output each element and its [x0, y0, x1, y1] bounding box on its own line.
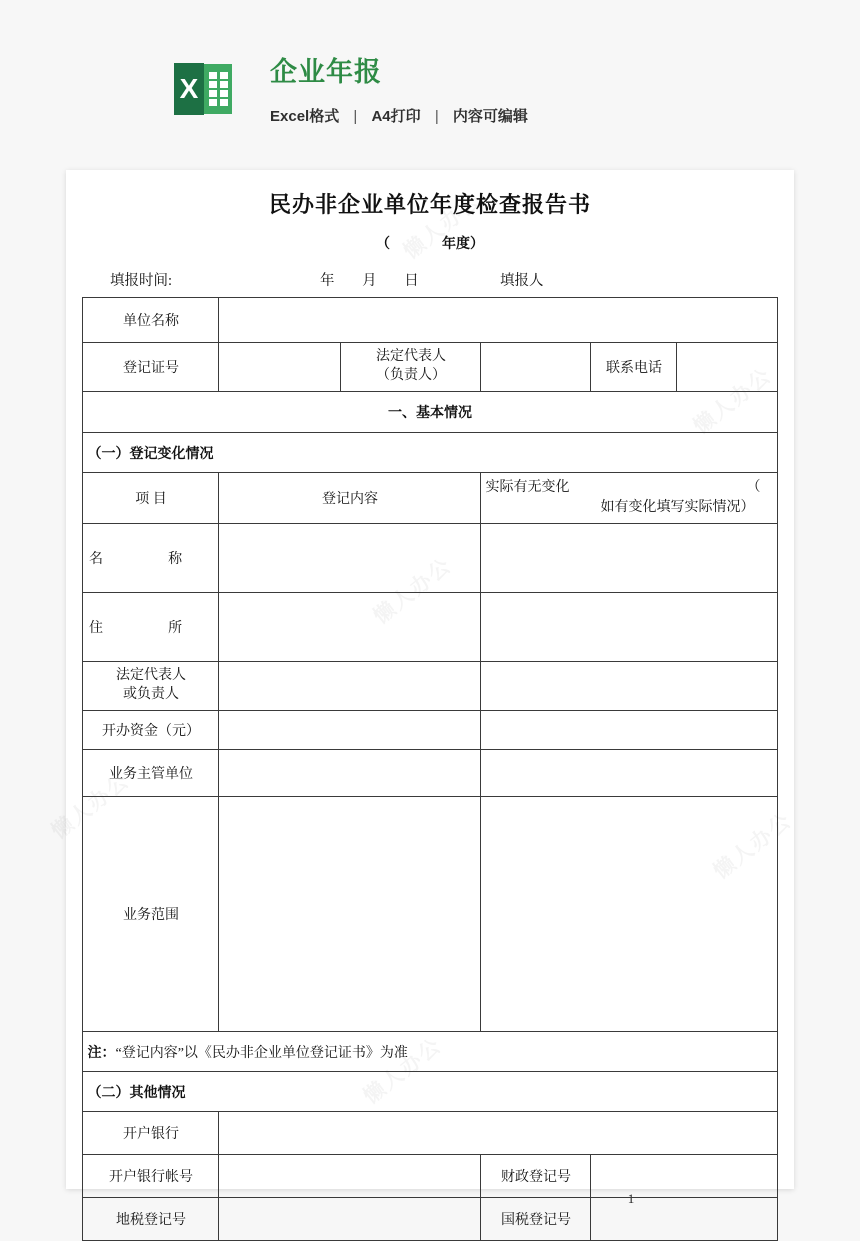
reporter-label: 填报人 — [500, 273, 544, 289]
bank-account-input[interactable] — [219, 1155, 481, 1198]
national-tax-input[interactable] — [591, 1198, 777, 1241]
row-label-legal-rep-line2: 或负责人 — [122, 687, 179, 702]
year-label: 年度） — [442, 235, 484, 251]
row-actual-address[interactable] — [481, 593, 777, 662]
national-tax-label: 国税登记号 — [481, 1198, 591, 1241]
unit-name-label: 单位名称 — [83, 298, 219, 343]
legal-rep-label-line2: （负责人） — [375, 368, 446, 383]
banner-features — [270, 105, 528, 126]
table-row-address — [83, 593, 777, 662]
bank-label: 开户银行 — [83, 1112, 219, 1155]
year-paren-open: （ — [376, 235, 390, 251]
grid-cell — [209, 81, 217, 88]
row-actual-name[interactable] — [481, 524, 777, 593]
feature-format: Excel格式 — [270, 108, 340, 125]
phone-label: 联系电话 — [591, 343, 677, 392]
page-title: 民办非企业单位年度检查报告书 — [268, 192, 591, 217]
table-row-legal-rep — [83, 662, 777, 711]
note-text: “登记内容”以《民办非企业单位登记证书》为准 — [115, 1045, 408, 1061]
document-sheet — [66, 170, 794, 1228]
feature-print: A4打印 — [371, 108, 421, 125]
table-row-bank — [83, 1112, 777, 1155]
table-row-unit-name — [83, 298, 777, 343]
banner-text-block — [270, 57, 528, 126]
local-tax-label: 地税登记号 — [83, 1198, 219, 1241]
finance-reg-input[interactable] — [591, 1155, 777, 1198]
note-prefix: 注： — [87, 1045, 116, 1061]
excel-icon-grid — [209, 72, 228, 106]
document-body — [66, 188, 794, 1241]
table-row-name — [83, 524, 777, 593]
unit-name-input[interactable] — [219, 298, 777, 343]
grid-cell — [220, 81, 228, 88]
table-row-section-one — [83, 392, 777, 433]
table-row-note — [83, 1032, 777, 1072]
row-label-legal-rep — [83, 662, 219, 711]
row-label-address: 住 所 — [83, 593, 219, 662]
bank-account-label: 开户银行帐号 — [83, 1155, 219, 1198]
table-row-business-scope — [83, 797, 777, 1032]
subsection-one-heading: （一）登记变化情况 — [83, 433, 777, 473]
section-one-heading: 一、基本情况 — [83, 392, 777, 433]
col-header-actual-change — [481, 473, 777, 524]
feature-editable: 内容可编辑 — [452, 108, 528, 125]
legal-rep-label — [341, 343, 481, 392]
grid-cell — [220, 72, 228, 79]
grid-cell — [220, 99, 228, 106]
annual-inspection-form — [82, 297, 777, 1241]
legal-rep-input[interactable] — [481, 343, 591, 392]
phone-input[interactable] — [677, 343, 777, 392]
table-row-subsection-two — [83, 1072, 777, 1112]
document-year-line — [80, 233, 780, 253]
feature-separator: | — [434, 108, 439, 125]
row-label-supervisor-unit: 业务主管单位 — [83, 750, 219, 797]
bank-input[interactable] — [219, 1112, 777, 1155]
row-actual-startup-fund[interactable] — [481, 711, 777, 750]
year-month-day-label: 年 月 日 — [320, 273, 431, 289]
col-header-actual-line2: 如有变化填写实际情况） — [600, 500, 755, 515]
col-header-registered: 登记内容 — [219, 473, 481, 524]
reg-cert-label: 登记证号 — [83, 343, 219, 392]
row-label-startup-fund: 开办资金（元） — [83, 711, 219, 750]
finance-reg-label: 财政登记号 — [481, 1155, 591, 1198]
table-row-change-header — [83, 473, 777, 524]
page-banner — [0, 0, 860, 170]
report-meta-line — [80, 269, 780, 289]
banner-title: 企业年报 — [270, 57, 382, 87]
table-row-supervisor-unit — [83, 750, 777, 797]
col-header-item: 项 目 — [83, 473, 219, 524]
grid-cell — [209, 72, 217, 79]
feature-separator: | — [353, 108, 358, 125]
row-label-name: 名 称 — [83, 524, 219, 593]
row-registered-name[interactable] — [219, 524, 481, 593]
excel-icon-letter: X — [179, 73, 199, 104]
excel-file-icon — [174, 63, 232, 115]
grid-cell — [209, 99, 217, 106]
table-row-subsection-one — [83, 433, 777, 473]
grid-cell — [220, 90, 228, 97]
subsection-two-heading: （二）其他情况 — [83, 1072, 777, 1112]
row-registered-business-scope[interactable] — [219, 797, 481, 1032]
fill-time-label: 填报时间: — [110, 273, 173, 289]
table-row-tax — [83, 1198, 777, 1241]
local-tax-input[interactable] — [219, 1198, 481, 1241]
banner-content — [174, 57, 528, 126]
col-header-actual-paren: （ — [746, 479, 761, 495]
table-row-bank-account — [83, 1155, 777, 1198]
row-registered-startup-fund[interactable] — [219, 711, 481, 750]
row-registered-supervisor-unit[interactable] — [219, 750, 481, 797]
row-actual-supervisor-unit[interactable] — [481, 750, 777, 797]
reg-cert-input[interactable] — [219, 343, 341, 392]
table-row-registration — [83, 343, 777, 392]
grid-cell — [209, 90, 217, 97]
row-actual-business-scope[interactable] — [481, 797, 777, 1032]
form-note — [83, 1032, 777, 1072]
col-header-actual-line1: 实际有无变化 — [485, 479, 570, 495]
table-row-startup-fund — [83, 711, 777, 750]
row-label-legal-rep-line1: 法定代表人 — [115, 668, 186, 684]
row-label-business-scope: 业务范围 — [83, 797, 219, 1032]
row-registered-address[interactable] — [219, 593, 481, 662]
page-number: 1 — [627, 1191, 635, 1206]
legal-rep-label-line1: 法定代表人 — [375, 349, 446, 365]
row-registered-legal-rep[interactable] — [219, 662, 481, 711]
row-actual-legal-rep[interactable] — [481, 662, 777, 711]
